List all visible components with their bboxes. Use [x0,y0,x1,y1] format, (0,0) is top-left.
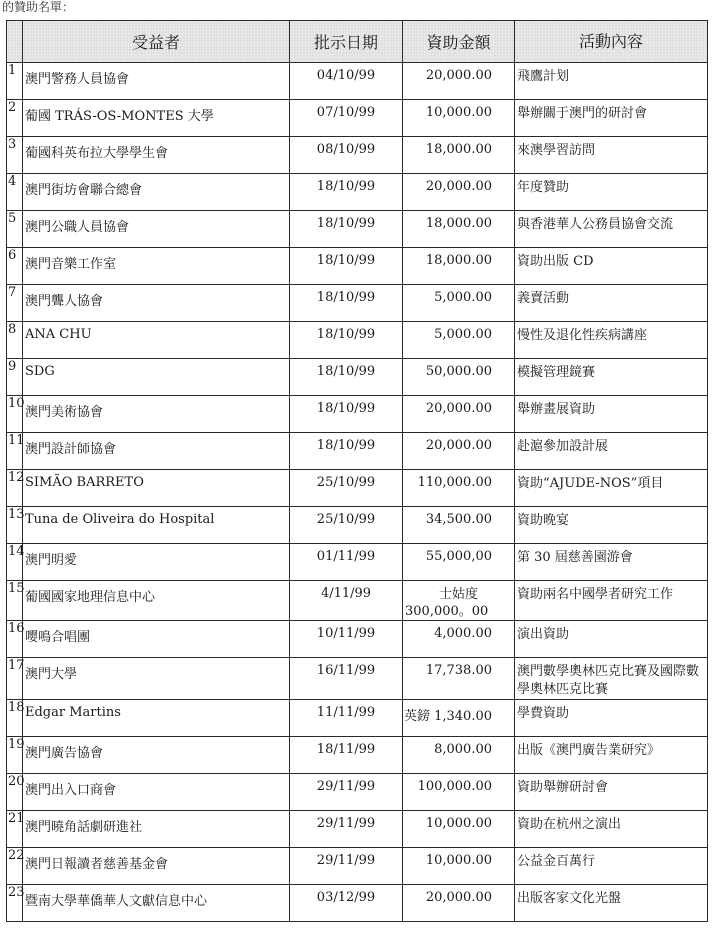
row-number: 23 [7,885,23,922]
row-beneficiary: 澳門美術協會 [23,396,290,433]
table-row [7,322,708,359]
row-activity: 年度贊助 [515,174,708,211]
row-activity: 資助出版 CD [515,248,708,285]
header-amount: 資助金額 [403,21,515,63]
row-beneficiary: 葡國國家地理信息中心 [23,581,290,621]
row-activity: 模擬管理鏡賽 [515,359,708,396]
row-beneficiary: 澳門明愛 [23,544,290,581]
row-date: 18/10/99 [290,433,403,470]
row-activity: 第 30 屆慈善園游會 [515,544,708,581]
row-amount: 10,000.00 [403,811,515,848]
row-amount: 100,000.00 [403,774,515,811]
row-number: 20 [7,774,23,811]
row-beneficiary: 澳門聾人協會 [23,285,290,322]
row-activity: 出版客家文化光盤 [515,885,708,922]
row-number: 7 [7,285,23,322]
table-row [7,63,708,100]
row-date: 25/10/99 [290,507,403,544]
row-activity: 演出資助 [515,621,708,658]
table-row [7,507,708,544]
table-row [7,811,708,848]
header-date: 批示日期 [290,21,403,63]
row-date: 10/11/99 [290,621,403,658]
row-date: 08/10/99 [290,137,403,174]
row-activity: 赴滬參加設計展 [515,433,708,470]
row-amount: 10,000.00 [403,848,515,885]
table-row [7,700,708,737]
row-beneficiary: Tuna de Oliveira do Hospital [23,507,290,544]
amount-value: 300,000。00 [405,604,489,619]
row-date: 01/11/99 [290,544,403,581]
row-number: 17 [7,658,23,700]
row-amount: 5,000.00 [403,285,515,322]
row-number: 10 [7,396,23,433]
table-row [7,174,708,211]
row-date: 07/10/99 [290,100,403,137]
row-beneficiary: 葡國科英布拉大學學生會 [23,137,290,174]
row-activity: 飛鷹計划 [515,63,708,100]
row-date: 18/10/99 [290,396,403,433]
header-beneficiary: 受益者 [23,21,290,63]
row-number: 14 [7,544,23,581]
row-activity: 來澳學習訪問 [515,137,708,174]
row-date: 18/10/99 [290,322,403,359]
row-number: 21 [7,811,23,848]
row-number: 2 [7,100,23,137]
row-date: 29/11/99 [290,774,403,811]
row-amount: 4,000.00 [403,621,515,658]
row-number: 8 [7,322,23,359]
table-row [7,285,708,322]
row-amount: 18,000.00 [403,211,515,248]
table-row [7,211,708,248]
row-date: 04/10/99 [290,63,403,100]
row-activity: 公益金百萬行 [515,848,708,885]
row-date: 03/12/99 [290,885,403,922]
row-beneficiary: 澳門大學 [23,658,290,700]
row-amount: 55,000,00 [403,544,515,581]
table-row [7,433,708,470]
row-date: 18/11/99 [290,737,403,774]
table-row [7,621,708,658]
row-beneficiary: 澳門街坊會聯合總會 [23,174,290,211]
row-beneficiary: 暨南大學華僑華人文獻信息中心 [23,885,290,922]
row-number: 22 [7,848,23,885]
row-date: 18/10/99 [290,211,403,248]
row-amount: 20,000.00 [403,885,515,922]
row-number: 5 [7,211,23,248]
table-row [7,737,708,774]
row-amount: 10,000.00 [403,100,515,137]
row-activity: 舉辦關于澳門的研討會 [515,100,708,137]
row-date: 11/11/99 [290,700,403,737]
row-number: 11 [7,433,23,470]
row-date: 18/10/99 [290,248,403,285]
row-beneficiary: Edgar Martins [23,700,290,737]
row-amount: 20,000.00 [403,174,515,211]
row-amount: 34,500.00 [403,507,515,544]
row-date: 29/11/99 [290,848,403,885]
row-beneficiary: 澳門廣告協會 [23,737,290,774]
row-amount: 18,000.00 [403,137,515,174]
table-row [7,658,708,700]
row-activity: 資助晚宴 [515,507,708,544]
row-beneficiary: 澳門音樂工作室 [23,248,290,285]
row-amount: 5,000.00 [403,322,515,359]
row-date: 16/11/99 [290,658,403,700]
row-activity: 與香港華人公務員協會交流 [515,211,708,248]
table-row [7,248,708,285]
header-activity: 活動內容 [515,21,708,63]
row-number: 15 [7,581,23,621]
row-activity: 學費資助 [515,700,708,737]
row-amount [403,581,515,621]
row-beneficiary: 澳門警務人員協會 [23,63,290,100]
row-date: 4/11/99 [290,581,403,621]
row-date: 18/10/99 [290,359,403,396]
table-row [7,396,708,433]
row-activity: 澳門數學奧林匹克比賽及國際數學奧林匹克比賽 [515,658,708,700]
row-amount: 18,000.00 [403,248,515,285]
row-beneficiary: 澳門公職人員協會 [23,211,290,248]
row-beneficiary: 澳門曉角話劇研進社 [23,811,290,848]
page-caption: 的贊助名單： [2,0,75,14]
row-amount: 20,000.00 [403,433,515,470]
table-row [7,137,708,174]
table-row [7,100,708,137]
row-number: 4 [7,174,23,211]
row-beneficiary: 葡國 TRÁS-OS-MONTES 大學 [23,100,290,137]
header-number [7,21,23,63]
row-beneficiary: ANA CHU [23,322,290,359]
row-amount: 8,000.00 [403,737,515,774]
row-number: 3 [7,137,23,174]
row-beneficiary: 澳門設計師協會 [23,433,290,470]
row-number: 18 [7,700,23,737]
row-amount: 17,738.00 [403,658,515,700]
table-row [7,848,708,885]
row-number: 13 [7,507,23,544]
row-activity: 義賣活動 [515,285,708,322]
table-row [7,774,708,811]
row-date: 25/10/99 [290,470,403,507]
table-header-row [7,21,708,63]
row-number: 19 [7,737,23,774]
row-date: 29/11/99 [290,811,403,848]
row-amount: 20,000.00 [403,396,515,433]
row-number: 16 [7,621,23,658]
row-date: 18/10/99 [290,174,403,211]
row-number: 12 [7,470,23,507]
row-beneficiary: 嘤鳴合唱團 [23,621,290,658]
row-number: 6 [7,248,23,285]
row-beneficiary: 澳門出入口商會 [23,774,290,811]
row-activity: 舉辦畫展資助 [515,396,708,433]
row-amount: 50,000.00 [403,359,515,396]
row-activity: 慢性及退化性疾病講座 [515,322,708,359]
amount-currency: 士姑度 [438,587,478,602]
row-number: 9 [7,359,23,396]
table-row [7,544,708,581]
row-amount: 110,000.00 [403,470,515,507]
row-activity: 資助“AJUDE-NOS”項目 [515,470,708,507]
row-activity: 資助舉辦研討會 [515,774,708,811]
row-beneficiary: SDG [23,359,290,396]
row-activity: 資助兩名中國學者研究工作 [515,581,708,621]
sponsorship-table [6,20,708,922]
row-date: 18/10/99 [290,285,403,322]
row-beneficiary: 澳門日報讀者慈善基金會 [23,848,290,885]
row-activity: 資助在杭州之演出 [515,811,708,848]
row-amount: 英鎊 1,340.00 [403,700,515,737]
table-row [7,470,708,507]
row-beneficiary: SIMÃO BARRETO [23,470,290,507]
row-amount: 20,000.00 [403,63,515,100]
table-row [7,359,708,396]
row-activity: 出版《澳門廣告業研究》 [515,737,708,774]
table-row [7,885,708,922]
table-row [7,581,708,621]
row-number: 1 [7,63,23,100]
